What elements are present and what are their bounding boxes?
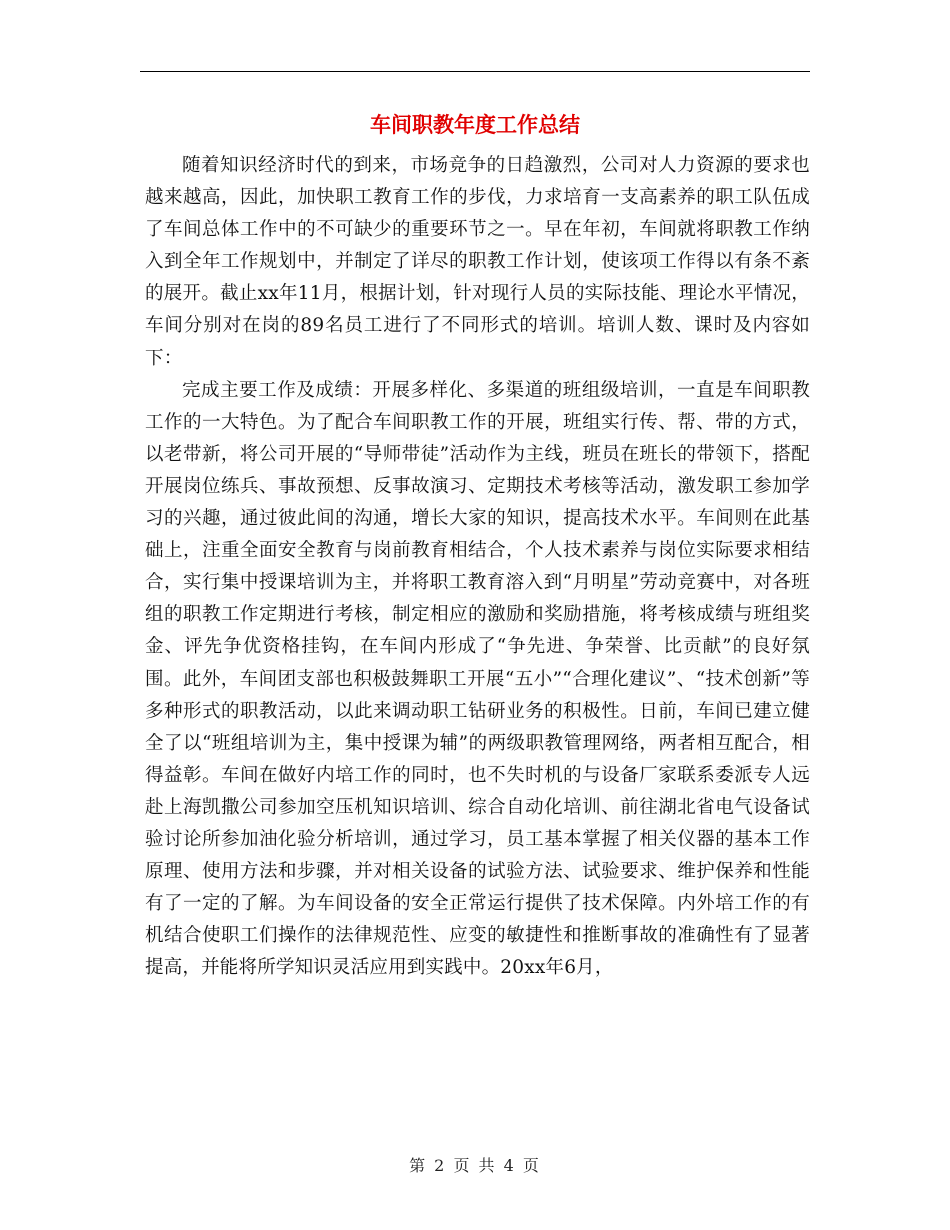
header-rule <box>140 71 810 72</box>
paragraph-achievements: 完成主要工作及成绩：开展多样化、多渠道的班组级培训，一直是车间职教工作的一大特色。为了配合车间职教工作的开展，班组实行传、帮、带的方式，以老带新，将公司开展的“导师带徒”活动作为主线，班员在班长的带领下，搭配开展岗位练兵、事故预想、反事故演习、定期技术考核等活动，激发职工参加学习的兴趣，通过彼此间的沟通，增长大家的知识，提高技术水平。车间则在此基础上，注重全面安全教育与岗前教育相结合，个人技术素养与岗位实际要求相结合，实行集中授课培训为主，并将职工教育溶入到“月明星”劳动竞赛中，对各班组的职教工作定期进行考核，制定相应的激励和奖励措施，将考核成绩与班组奖金、评先争优资格挂钩，在车间内形成了“争先进、争荣誉、比贡献”的良好氛围。此外，车间团支部也积极鼓舞职工开展“五小”“合理化建议”、“技术创新”等多种形式的职教活动，以此来调动职工钻研业务的积极性。日前，车间已建立健全了以“班组培训为主，集中授课为辅”的两级职教管理网络，两者相互配合，相得益彰。车间在做好内培工作的同时，也不失时机的与设备厂家联系委派专人远赴上海凯撒公司参加空压机知识培训、综合自动化培训、前往湖北省电气设备试验讨论所参加油化验分析培训，通过学习，员工基本掌握了相关仪器的基本工作原理、使用方法和步骤，并对相关设备的试验方法、试验要求、维护保养和性能有了一定的了解。为车间设备的安全正常运行提供了技术保障。内外培工作的有机结合使职工们操作的法律规范性、应变的敏捷性和推断事故的准确性有了显著提高，并能将所学知识灵活应用到实践中。20xx年6月， <box>145 379 810 979</box>
page-number-footer: 第 2 页 共 4 页 <box>409 1156 541 1175</box>
document-body <box>145 150 810 984</box>
paragraph-intro: 随着知识经济时代的到来，市场竞争的日趋激烈，公司对人力资源的要求也越来越高，因此，加快职工教育工作的步伐，力求培育一支高素养的职工队伍成了车间总体工作中的不可缺少的重要环节之一。早在年初，车间就将职教工作纳入到全年工作规划中，并制定了详尽的职教工作计划，使该项工作得以有条不紊的展开。截止xx年11月，根据计划，针对现行人员的实际技能、理论水平情况，车间分别对在岗的89名员工进行了不同形式的培训。培训人数、课时及内容如下： <box>145 155 810 369</box>
document-title: 车间职教年度工作总结 <box>370 112 580 137</box>
